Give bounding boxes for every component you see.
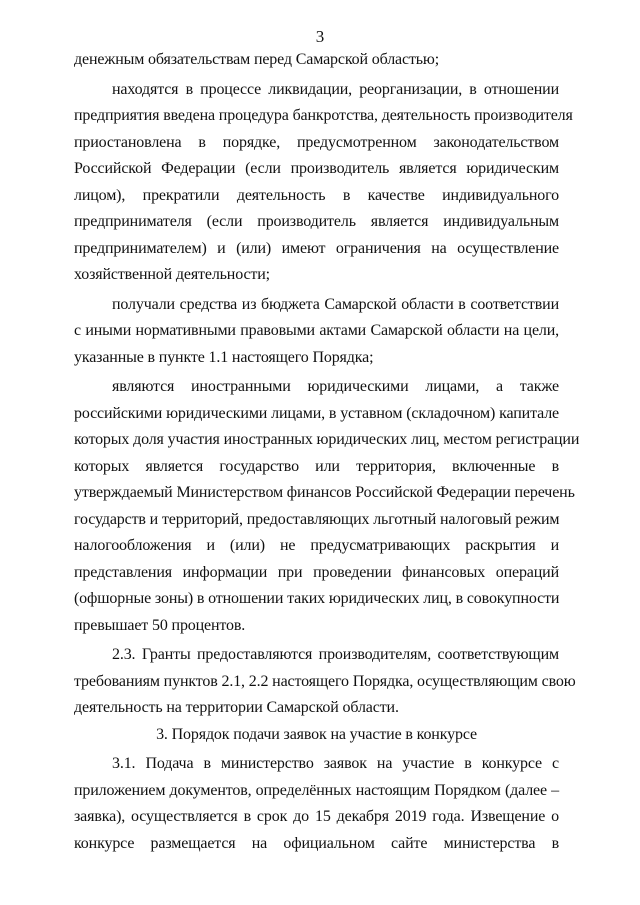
paragraph-liquidation	[74, 77, 573, 289]
paragraph-continuation	[74, 47, 559, 74]
page-number: 3	[315, 27, 325, 46]
text-line: налогообложения и (или) не предусматривающих раскрытия и	[74, 537, 559, 554]
text-line: российскими юридическими лицами, в уставном (складочном) капитале	[74, 404, 559, 422]
paragraph-foreign-entities	[74, 374, 580, 639]
text-line: конкурсе размещается на официальном сайте министерства в	[74, 834, 559, 852]
text-line: получали средства из бюджета Самарской области в соответствии	[112, 295, 559, 313]
text-line: представления информации при проведении финансовых операций	[74, 563, 559, 581]
text-line: превышает 50 процентов.	[74, 616, 246, 634]
document-body	[74, 47, 580, 857]
text-line: лицом), прекратили деятельность в качестве индивидуального	[74, 186, 559, 204]
text-line: государств и территорий, предоставляющих льготный налоговый режим	[74, 510, 560, 528]
text-line: которых доля участия иностранных юридических лиц, местом регистрации	[74, 431, 580, 448]
section-heading: 3. Порядок подачи заявок на участие в конкурсе	[156, 725, 477, 743]
text-line: с иными нормативными правовыми актами Самарской области на цели,	[74, 322, 559, 339]
paragraph-2-3	[74, 642, 576, 722]
text-line: требованиям пунктов 2.1, 2.2 настоящего Порядка, осуществляющим свою	[74, 672, 576, 690]
text-line: находятся в процессе ликвидации, реорганизации, в отношении	[112, 80, 559, 98]
text-line: предприятия введена процедура банкротства, деятельность производителя	[74, 107, 573, 124]
text-line: деятельность на территории Самарской области.	[74, 699, 399, 716]
text-line: указанные в пункте 1.1 настоящего Порядка;	[74, 348, 374, 366]
text-line: 3.1. Подача в министерство заявок на участие в конкурсе с	[112, 755, 559, 772]
text-line: заявка), осуществляется в срок до 15 декабря 2019 года. Извещение о	[74, 808, 559, 825]
text-line: хозяйственной деятельности;	[74, 266, 270, 283]
text-line: (офшорные зоны) в отношении таких юридических лиц, в совокупности	[74, 590, 560, 607]
text-line: Российской Федерации (если производитель является юридическим	[74, 160, 559, 177]
text-line: являются иностранными юридическими лицами, а также	[112, 378, 559, 395]
text-line: утверждаемый Министерством финансов Российской Федерации перечень	[74, 484, 575, 501]
text-line: предпринимателем) и (или) имеют ограничения на осуществление	[74, 239, 559, 257]
paragraph-3-1	[74, 751, 559, 857]
text-line: приостановлена в порядке, предусмотренном законодательством	[74, 133, 559, 151]
text-line: приложением документов, определённых настоящим Порядком (далее –	[74, 781, 559, 799]
paragraph-budget-funds	[74, 292, 559, 372]
text-line: 2.3. Гранты предоставляются производителям, соответствующим	[112, 646, 559, 663]
text-line: предпринимателя (если производитель является индивидуальным	[74, 213, 559, 230]
text-line: которых является государство или территория, включенные в	[74, 457, 559, 475]
text-line: денежным обязательствам перед Самарской областью;	[74, 51, 440, 68]
